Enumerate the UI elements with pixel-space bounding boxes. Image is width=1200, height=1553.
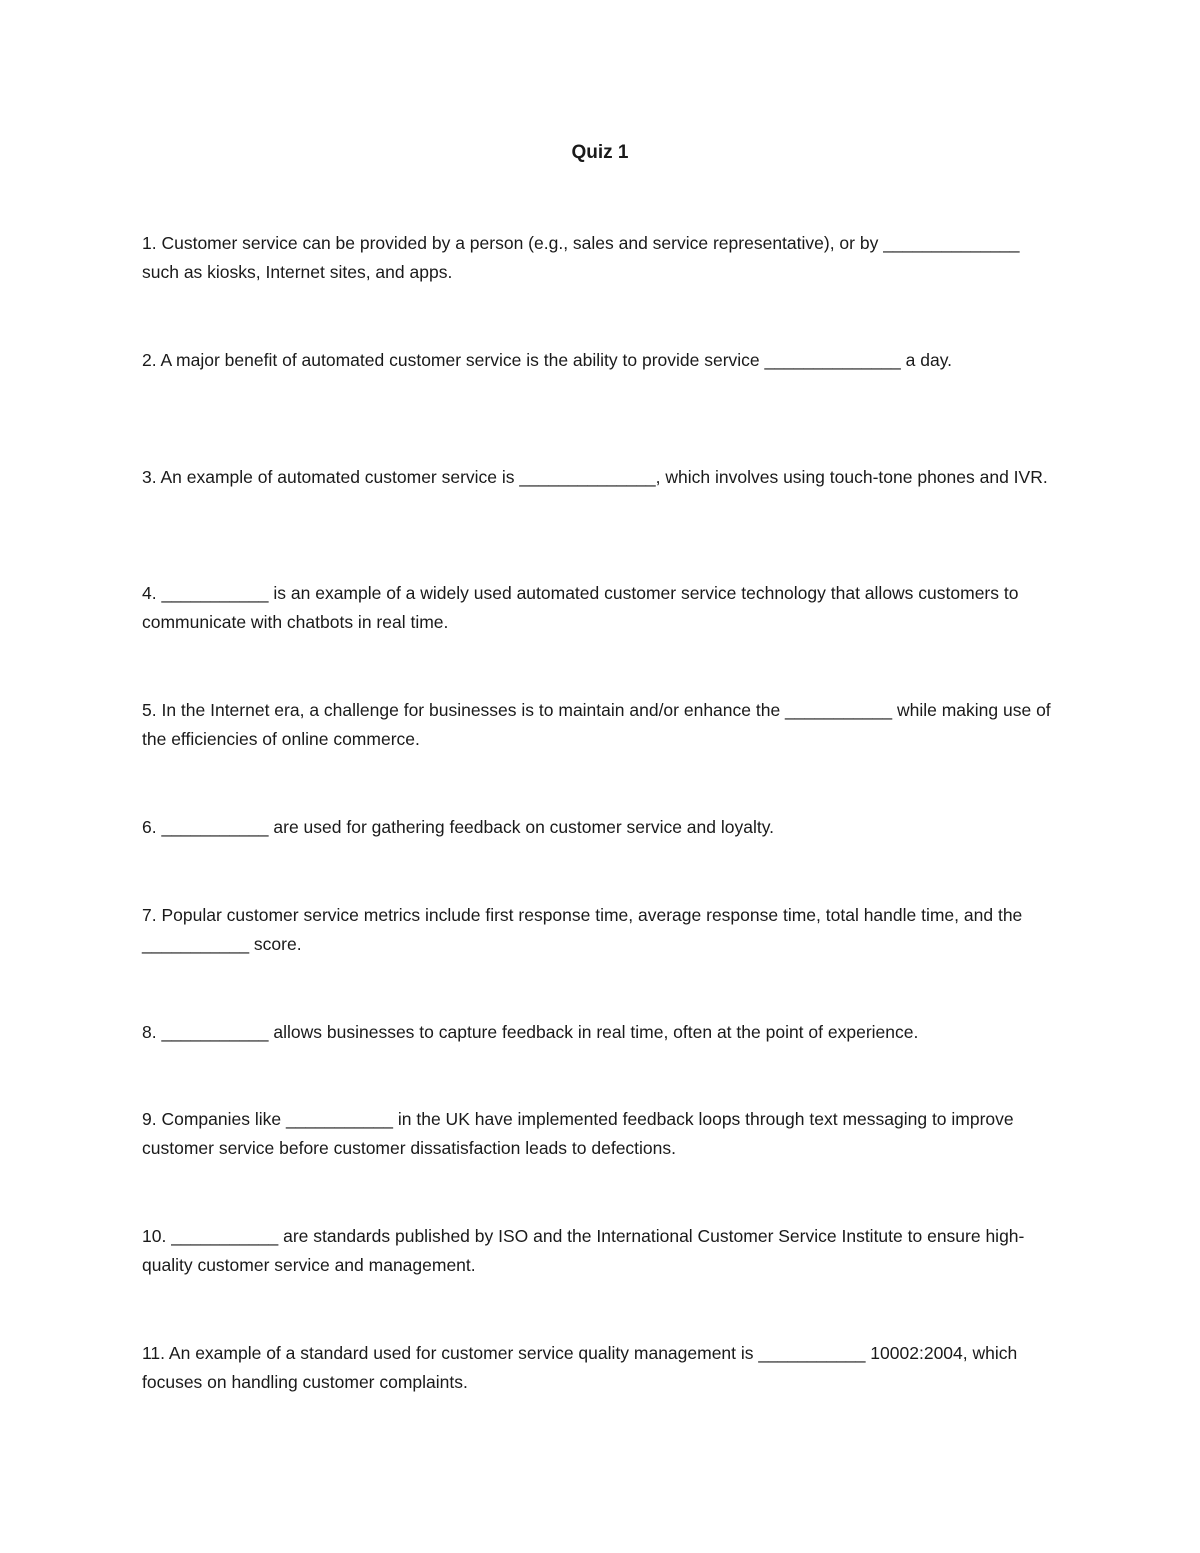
question-6: 6. ___________ are used for gathering feedback on customer service and loyalty. xyxy=(142,817,775,837)
question-5: 5. In the Internet era, a challenge for businesses is to maintain and/or enhance the ___________ while making use of the efficiencies of online commerce. xyxy=(142,700,1051,749)
question-1: 1. Customer service can be provided by a person (e.g., sales and service representative), or by ______________ such as kiosks, Internet sites, and apps. xyxy=(142,233,1020,282)
question-8: 8. ___________ allows businesses to capture feedback in real time, often at the point of experience. xyxy=(142,1022,919,1042)
question-3: 3. An example of automated customer service is ______________, which involves using touch-tone phones and IVR. xyxy=(142,467,1048,487)
question-9: 9. Companies like ___________ in the UK have implemented feedback loops through text messaging to improve customer service before customer dissatisfaction leads to defections. xyxy=(142,1109,1014,1158)
question-11: 11. An example of a standard used for customer service quality management is ___________ 10002:2004, which focuses on handling customer complaints. xyxy=(142,1343,1018,1392)
question-4: 4. ___________ is an example of a widely used automated customer service technology that allows customers to communicate with chatbots in real time. xyxy=(142,583,1019,632)
page-title: Quiz 1 xyxy=(571,142,629,163)
question-10: 10. ___________ are standards published by ISO and the International Customer Service Institute to ensure high-quality customer service and management. xyxy=(142,1226,1025,1275)
question-7: 7. Popular customer service metrics include first response time, average response time, total handle time, and the ___________ score. xyxy=(142,905,1023,954)
question-2: 2. A major benefit of automated customer service is the ability to provide service ______________ a day. xyxy=(142,350,953,370)
